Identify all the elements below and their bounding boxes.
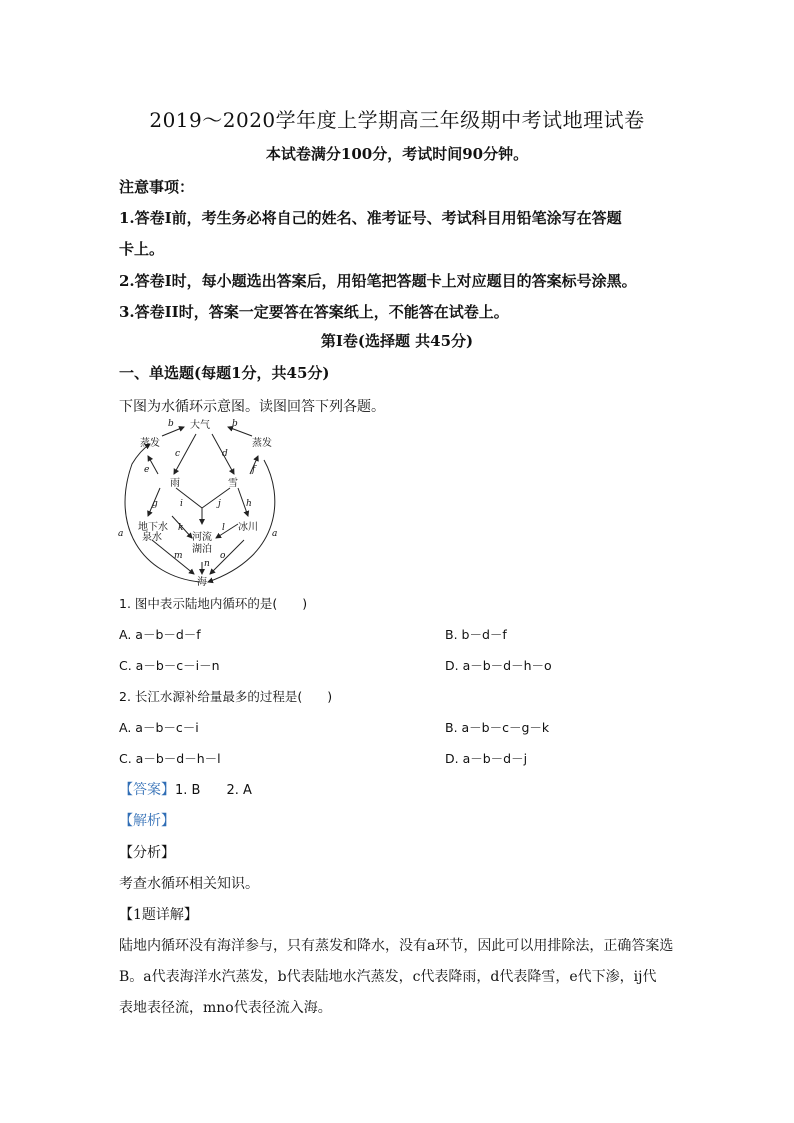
question-2-option-d[interactable]: D. a－b－d－j <box>445 751 528 766</box>
question-intro: 下图为水循环示意图。读图回答下列各题。 <box>119 399 385 415</box>
notice-item-3: 3.答卷II时，答案一定要答在答案纸上，不能答在试卷上。 <box>119 303 509 321</box>
svg-text:b: b <box>232 419 238 429</box>
svg-text:d: d <box>222 449 228 459</box>
node-river: 河流 <box>192 532 212 543</box>
svg-text:b: b <box>168 419 174 429</box>
question-1-option-b[interactable]: B. b－d－f <box>445 627 507 642</box>
node-atmosphere: 大气 <box>190 420 210 431</box>
question-1-option-d[interactable]: D. a－b－d－h－o <box>445 658 552 673</box>
question-2-option-a[interactable]: A. a－b－c－i <box>119 720 199 735</box>
question-2-option-c[interactable]: C. a－b－d－h－l <box>119 751 221 766</box>
node-lake: 湖泊 <box>192 544 212 555</box>
notice-heading: 注意事项： <box>119 178 195 196</box>
svg-text:h: h <box>246 499 252 509</box>
node-groundwater: 地下水 <box>138 522 168 533</box>
node-rain: 雨 <box>170 478 180 489</box>
svg-text:o: o <box>220 551 226 561</box>
svg-text:j: j <box>218 499 221 509</box>
part-title: 第Ⅰ卷(选择题 共45分) <box>320 332 474 350</box>
answer-row <box>119 779 252 799</box>
section-heading: 一、单选题(每题1分，共45分) <box>119 364 330 382</box>
node-evap-right: 蒸发 <box>252 438 272 449</box>
svg-text:f: f <box>252 465 256 475</box>
fenxi-text: 考查水循环相关知识。 <box>119 876 259 892</box>
question-1-stem: 1. 图中表示陆地内循环的是( ) <box>119 596 308 611</box>
svg-text:m: m <box>174 551 183 561</box>
notice-item-1-cont: 卡上。 <box>119 240 165 258</box>
svg-text:g: g <box>152 499 158 509</box>
svg-text:n: n <box>204 559 210 569</box>
node-snow: 雪 <box>228 478 238 489</box>
detail-line-3: 表地表径流，mno代表径流入海。 <box>119 1000 332 1016</box>
answer-value: 1. B 2. A <box>175 783 252 798</box>
svg-text:i: i <box>180 499 183 509</box>
question-2-option-b[interactable]: B. a－b－c－g－k <box>445 720 550 735</box>
detail-label: 【1题详解】 <box>119 907 198 923</box>
svg-text:e: e <box>144 465 150 475</box>
svg-text:k: k <box>178 523 184 533</box>
water-cycle-diagram <box>112 416 302 588</box>
question-1-option-c[interactable]: C. a－b－c－i－n <box>119 658 220 673</box>
node-spring: 泉水 <box>142 532 162 543</box>
page-title: 2019～2020学年度上学期高三年级期中考试地理试卷 <box>149 108 645 132</box>
node-sea: 海 <box>197 577 207 588</box>
notice-item-2: 2.答卷Ⅰ时，每小题选出答案后，用铅笔把答题卡上对应题目的答案标号涂黑。 <box>119 272 637 290</box>
notice-item-1: 1.答卷Ⅰ前，考生务必将自己的姓名、准考证号、考试科目用铅笔涂写在答题 <box>119 209 622 227</box>
answer-label: 【答案】 <box>119 782 175 798</box>
question-1-option-a[interactable]: A. a－b－d－f <box>119 627 201 642</box>
svg-text:c: c <box>175 449 181 459</box>
node-evap-left: 蒸发 <box>140 438 160 449</box>
analysis-label: 【解析】 <box>119 813 175 829</box>
node-glacier: 冰川 <box>238 522 258 533</box>
svg-text:a: a <box>118 529 124 539</box>
arrow-a-left <box>125 444 200 582</box>
detail-line-1: 陆地内循环没有海洋参与，只有蒸发和降水，没有a环节，因此可以用排除法，正确答案选 <box>119 938 674 954</box>
svg-text:l: l <box>222 523 225 533</box>
svg-text:a: a <box>272 529 278 539</box>
arrow-a-right <box>208 460 278 582</box>
question-2-stem: 2. 长江水源补给量最多的过程是( ) <box>119 689 333 704</box>
page-subtitle: 本试卷满分100分，考试时间90分钟。 <box>265 145 529 163</box>
detail-line-2: B。a代表海洋水汽蒸发，b代表陆地水汽蒸发，c代表降雨，d代表降雪，e代下渗，ij代 <box>119 969 657 985</box>
fenxi-label: 【分析】 <box>119 845 175 861</box>
